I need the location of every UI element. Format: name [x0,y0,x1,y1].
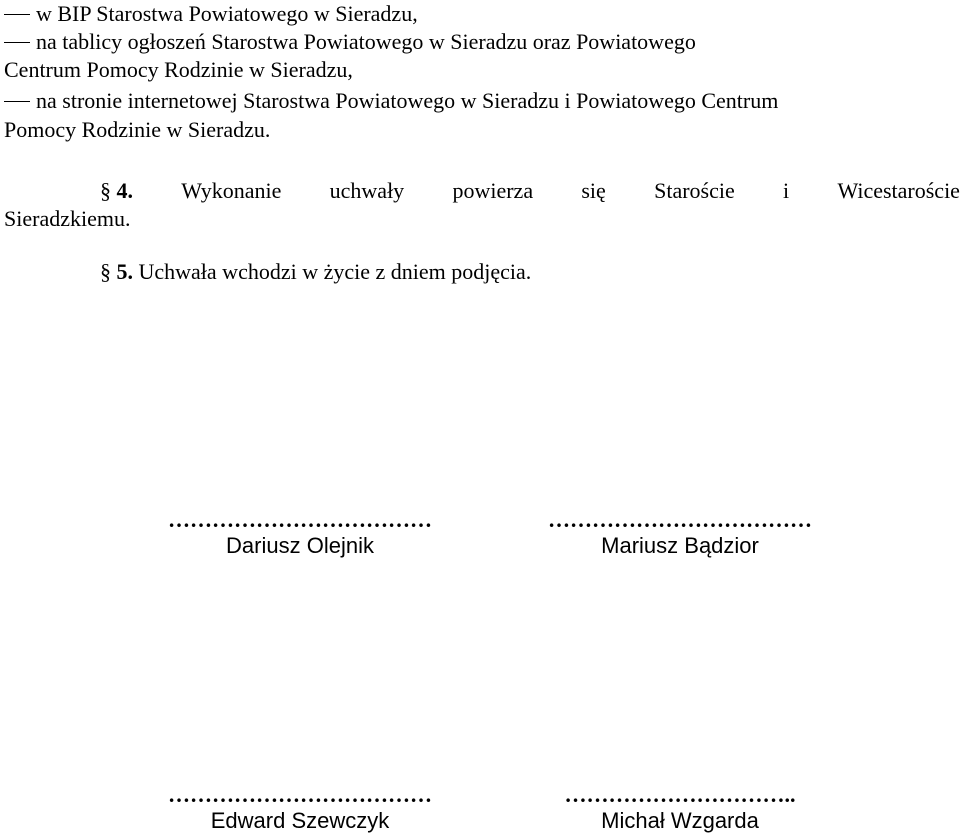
signature-block [130,508,470,560]
section-number: 5. [116,259,133,284]
list-item-continuation: Centrum Pomocy Rodzinie w Sieradzu, [4,57,353,82]
section-sign: § [100,259,111,284]
signature-block [510,508,850,560]
word: powierza [452,178,534,203]
word: i [783,178,790,203]
list-item-bip [4,0,418,28]
signature-line: ………………………….. [564,782,796,807]
section-sign: § [100,178,111,203]
list-item-text: na tablicy ogłoszeń Starostwa Powiatowego w Sieradzu oraz Powiatowego [36,29,696,54]
signature-block [510,783,850,835]
em-dash [4,14,30,15]
word: się [581,178,606,203]
section-4-continuation: Sieradzkiemu. [4,206,131,231]
list-item-text: na stronie internetowej Starostwa Powiatowego w Sieradzu i Powiatowego Centrum [36,88,779,113]
signature-line: ……………………………… [548,507,812,532]
signatory-name: Dariusz Olejnik [226,533,374,558]
word: Wicestaroście [837,178,960,203]
section-number: 4. [116,178,133,203]
signature-line: ……………………………… [168,782,432,807]
section-4-heading [4,177,133,205]
word: Staroście [654,178,735,203]
list-item-notice-board [4,28,696,56]
list-item-continuation: Pomocy Rodzinie w Sieradzu. [4,117,271,142]
list-item-text: w BIP Starostwa Powiatowego w Sieradzu, [36,1,418,26]
signatory-name: Michał Wzgarda [601,808,759,833]
section-5-text: Uchwała wchodzi w życie z dniem podjęcia. [138,259,532,284]
section-4-first-line [4,177,960,205]
signature-line: ……………………………… [168,507,432,532]
em-dash [4,101,30,102]
signatory-name: Edward Szewczyk [210,808,390,833]
signature-block [130,783,470,835]
em-dash [4,42,30,43]
section-4-paragraph [4,177,960,233]
signatory-name: Mariusz Bądzior [601,533,759,558]
section-5-paragraph [100,258,531,286]
word: Wykonanie [181,178,282,203]
word: uchwały [329,178,405,203]
list-item-website [4,87,778,115]
